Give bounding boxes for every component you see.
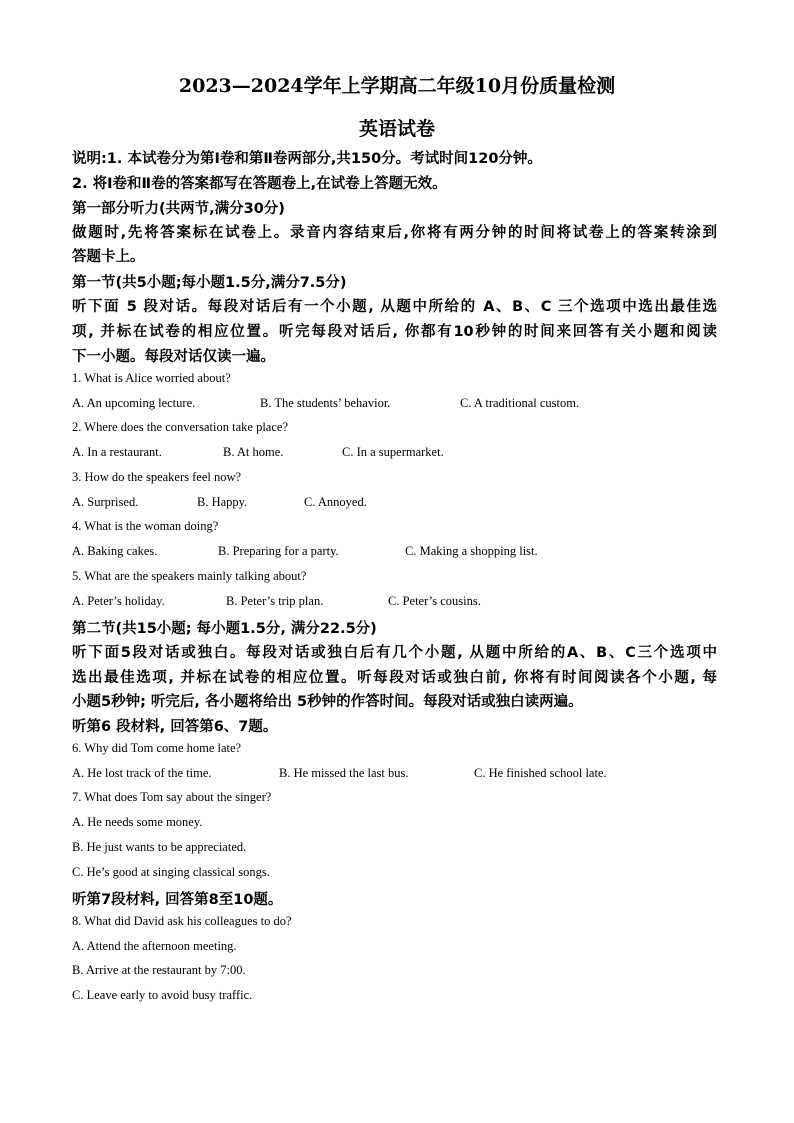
- question-2-option-b: B. At home.: [223, 445, 284, 459]
- question-8-option-c: C. Leave early to avoid busy traffic.: [72, 988, 253, 1002]
- question-2: 2. Where does the conversation take place?: [72, 420, 288, 434]
- section1-intro-line-3: 下一小题。每段对话仅读一遍。: [72, 349, 275, 365]
- material-7-heading: 听第7段材料, 回答第8至10题。: [72, 892, 283, 908]
- question-3-option-b: B. Happy.: [197, 495, 248, 509]
- question-5-option-b: B. Peter’s trip plan.: [226, 594, 324, 608]
- section2-intro-line-1: 听下面5段对话或独白。每段对话或独白后有几个小题, 从题中所给的A、B、C三个选项中: [72, 645, 717, 661]
- question-3-option-c: C. Annoyed.: [304, 495, 367, 509]
- question-1-option-a: A. An upcoming lecture.: [72, 396, 196, 410]
- part1-intro-line-1: 做题时,先将答案标在试卷上。录音内容结束后,你将有两分钟的时间将试卷上的答案转涂到: [72, 225, 717, 241]
- question-7-option-c: C. He’s good at singing classical songs.: [72, 865, 270, 879]
- question-4-option-a: A. Baking cakes.: [72, 544, 158, 558]
- question-4: 4. What is the woman doing?: [72, 519, 219, 533]
- section2-intro-line-2: 选出最佳选项, 并标在试卷的相应位置。听每段对话或独白前, 你将有时间阅读各个小题, 每: [72, 670, 717, 686]
- question-5-option-c: C. Peter’s cousins.: [388, 594, 481, 608]
- question-5-option-a: A. Peter’s holiday.: [72, 594, 165, 608]
- question-2-option-a: A. In a restaurant.: [72, 445, 162, 459]
- question-4-option-b: B. Preparing for a party.: [218, 544, 339, 558]
- question-6: 6. Why did Tom come home late?: [72, 741, 242, 755]
- question-5: 5. What are the speakers mainly talking about?: [72, 569, 307, 583]
- question-7-option-a: A. He needs some money.: [72, 815, 203, 829]
- part1-heading: 第一部分听力(共两节,满分30分): [72, 201, 285, 217]
- section1-heading: 第一节(共5小题;每小题1.5分,满分7.5分): [72, 275, 347, 291]
- exam-subtitle: 英语试卷: [358, 118, 435, 140]
- exam-title: 2023—2024学年上学期高二年级10月份质量检测: [178, 75, 616, 97]
- question-3-option-a: A. Surprised.: [72, 495, 139, 509]
- instruction-line-1: 说明:1. 本试卷分为第Ⅰ卷和第Ⅱ卷两部分,共150分。考试时间120分钟。: [72, 151, 542, 167]
- question-6-option-b: B. He missed the last bus.: [279, 766, 409, 780]
- section2-intro-line-3: 小题5秒钟; 听完后, 各小题将给出 5秒钟的作答时间。每段对话或独白读两遍。: [72, 694, 583, 710]
- section2-heading: 第二节(共15小题; 每小题1.5分, 满分22.5分): [72, 621, 377, 637]
- question-8: 8. What did David ask his colleagues to do?: [72, 914, 292, 928]
- question-3: 3. How do the speakers feel now?: [72, 470, 242, 484]
- question-8-option-a: A. Attend the afternoon meeting.: [72, 939, 237, 953]
- part1-intro-line-2: 答题卡上。: [72, 249, 145, 265]
- question-2-option-c: C. In a supermarket.: [342, 445, 444, 459]
- material-6-heading: 听第6 段材料, 回答第6、7题。: [72, 719, 278, 735]
- instruction-line-2: 2. 将Ⅰ卷和Ⅱ卷的答案都写在答题卷上,在试卷上答题无效。: [72, 176, 447, 192]
- question-4-option-c: C. Making a shopping list.: [405, 544, 538, 558]
- question-6-option-c: C. He finished school late.: [474, 766, 607, 780]
- question-1: 1. What is Alice worried about?: [72, 371, 231, 385]
- section1-intro-line-2: 项, 并标在试卷的相应位置。听完每段对话后, 你都有10秒钟的时间来回答有关小题和阅读: [72, 324, 717, 340]
- question-1-option-b: B. The students’ behavior.: [260, 396, 391, 410]
- question-1-option-c: C. A traditional custom.: [460, 396, 580, 410]
- question-7: 7. What does Tom say about the singer?: [72, 790, 272, 804]
- section1-intro-line-1: 听下面 5 段对话。每段对话后有一个小题, 从题中所给的 A、B、C 三个选项中选出最佳选: [72, 299, 717, 315]
- question-6-option-a: A. He lost track of the time.: [72, 766, 212, 780]
- question-8-option-b: B. Arrive at the restaurant by 7:00.: [72, 963, 246, 977]
- question-7-option-b: B. He just wants to be appreciated.: [72, 840, 247, 854]
